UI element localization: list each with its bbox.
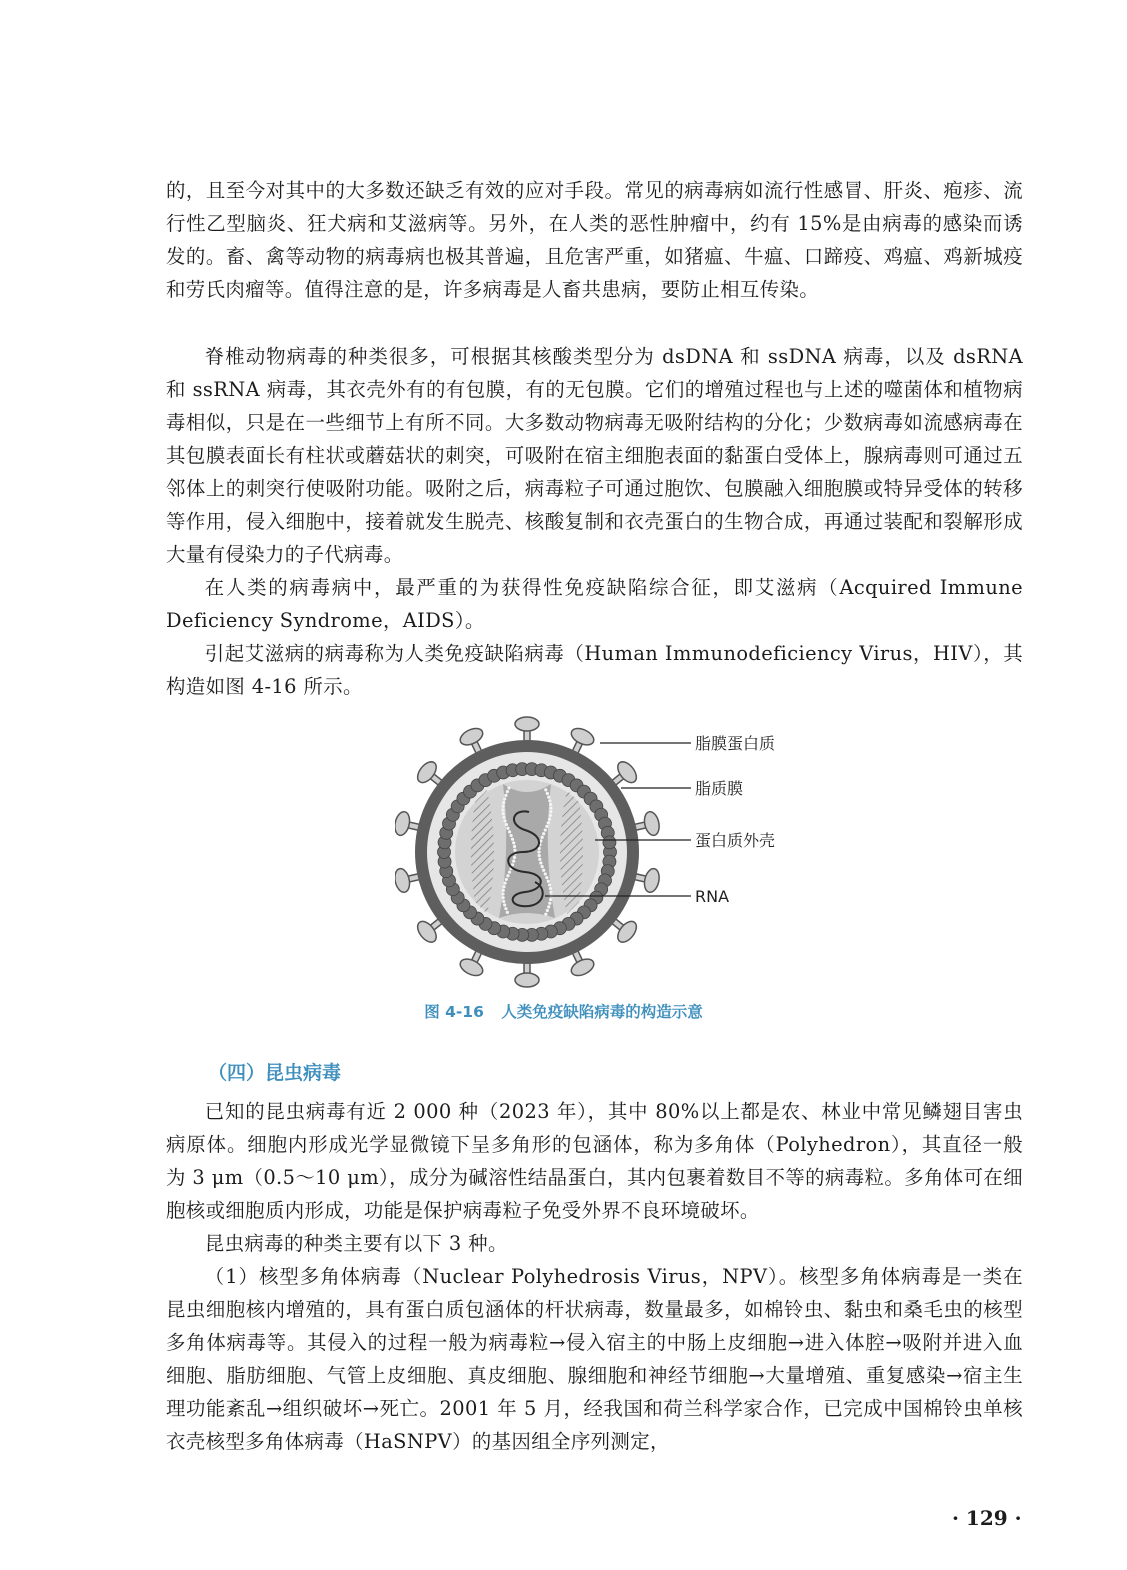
core-dot (545, 876, 548, 879)
paragraph-insect-virus-types: 昆虫病毒的种类主要有以下 3 种。 (204, 1232, 508, 1255)
core-dot (502, 812, 505, 815)
label-rna: RNA (695, 887, 730, 906)
core-dot (505, 823, 508, 826)
core-hatch-left (471, 790, 494, 914)
core-dot (544, 788, 547, 791)
core-dot (506, 874, 509, 877)
label-lipid-membrane-protein: 脂膜蛋白质 (695, 734, 776, 753)
core-dot (506, 911, 509, 914)
section-heading-insect-viruses: （四）昆虫病毒 (208, 1062, 342, 1084)
core-dot (506, 790, 509, 793)
core-dot (501, 808, 504, 811)
core-dot (548, 902, 551, 905)
core-dot (513, 845, 516, 848)
core-dot (504, 907, 507, 910)
core-dot (510, 834, 513, 837)
core-dot (503, 819, 506, 822)
core-dot (549, 898, 552, 901)
label-lipid-membrane: 脂质膜 (695, 779, 744, 798)
core-dot (548, 883, 551, 886)
core-dot (539, 861, 542, 864)
core-dot (545, 825, 548, 828)
core-dot (538, 854, 541, 857)
paragraph-insect-viruses: 已知的昆虫病毒有近 2 000 种（2023 年），其中 80%以上都是农、林业中常见鳞翅目害虫病原体。细胞内形成光学显微镜下呈多角形的包涵体，称为多角体（Polyhedron），其直径一般为 3 μm（0.5～10 μm），成分为碱溶性结晶蛋白，其内包裹着数目不等的病毒粒。多角体可在细胞核或细胞质内形成，功能是保护病毒粒子免受外界不良环境破坏。 (166, 1100, 1023, 1222)
capsid-bead (603, 836, 616, 849)
core-dot (502, 816, 505, 819)
core-dot (549, 807, 552, 810)
core-dot (504, 794, 507, 797)
core-dot (502, 801, 505, 804)
core-dot (541, 836, 544, 839)
core-dot (513, 856, 516, 859)
core-dot (542, 832, 545, 835)
core-dot (506, 827, 509, 830)
paragraph-aids: 在人类的病毒病中，最严重的为获得性免疫缺陷综合征，即艾滋病（Acquired Immune Deficiency Syndrome，AIDS）。 (166, 576, 1023, 632)
core-dot (546, 792, 549, 795)
core-dot (511, 838, 514, 841)
core-dot (502, 889, 505, 892)
core-dot (544, 913, 547, 916)
core-dot (544, 828, 547, 831)
core-dot (537, 850, 540, 853)
core-dot (549, 810, 552, 813)
label-protein-capsid: 蛋白质外壳 (695, 831, 776, 850)
paragraph-npv: （1）核型多角体病毒（Nuclear Polyhedrosis Virus，NPV）。核型多角体病毒是一类在昆虫细胞核内增殖的，具有蛋白质包涵体的杆状病毒，数量最多，如棉铃虫、黏虫和桑毛虫的核型多角体病毒等。其侵入的过程一般为病毒粒→侵入宿主的中肠上皮细胞→进入体腔→吸附并进入血细胞、脂肪细胞、气管上皮细胞、真皮细胞、腺细胞和神经节细胞→大量增殖、重复感染→宿主生理功能紊乱→组织破坏→死亡。2001 年 5 月，经我国和荷兰科学家合作，已完成中国棉铃虫单核衣壳核型多角体病毒（HaSNPV）的基因组全序列测定， (166, 1265, 1023, 1453)
core-dot (508, 871, 511, 874)
core-dot (549, 803, 552, 806)
core-dot (542, 869, 545, 872)
core-dot (547, 796, 550, 799)
core-dot (512, 841, 515, 844)
core-dot (502, 900, 505, 903)
core-dot (505, 878, 508, 881)
core-dot (549, 891, 552, 894)
figure-title: 人类免疫缺陷病毒的构造示意 (501, 1003, 703, 1021)
core-dot (541, 865, 544, 868)
hiv-structure-figure (395, 712, 815, 994)
core-dot (547, 880, 550, 883)
core-dot (508, 830, 511, 833)
membrane-spike (515, 962, 539, 987)
figure-number: 图 4-16 (424, 1003, 484, 1021)
core-dot (547, 905, 550, 908)
paragraph-vertebrate-viruses: 脊椎动物病毒的种类很多，可根据其核酸类型分为 dsDNA 和 ssDNA 病毒，以及 dsRNA 和 ssRNA 病毒，其衣壳外有的有包膜，有的无包膜。它们的增殖过程也与上述的噬菌体和植物病毒相似，只是在一些细节上有所不同。大多数动物病毒无吸附结构的分化；少数病毒如流感病毒在其包膜表面长有柱状或蘑菇状的刺突，可吸附在宿主细胞表面的黏蛋白受体上，腺病毒则可通过五邻体上的刺突行使吸附功能。吸附之后，病毒粒子可通过胞饮、包膜融入细胞膜或特异受体的转移等作用，侵入细胞中，接着就发生脱壳、核酸复制和衣壳蛋白的生物合成，再通过装配和裂解形成大量有侵染力的子代病毒。 (166, 345, 1023, 566)
core-dot (549, 814, 552, 817)
core-dot (546, 909, 549, 912)
core-dot (548, 799, 551, 802)
core-dot (503, 881, 506, 884)
core-dot (503, 797, 506, 800)
paragraph-hiv: 引起艾滋病的病毒称为人类免疫缺陷病毒（Human Immunodeficiency Virus，HIV），其构造如图 4-16 所示。 (166, 642, 1023, 698)
core-dot (502, 885, 505, 888)
core-dot (538, 858, 541, 861)
core-dot (501, 892, 504, 895)
page-number: · 129 · (952, 1506, 1022, 1530)
hiv-diagram (395, 712, 815, 994)
core-dot (507, 786, 510, 789)
paragraph-viral-diseases: 的，且至今对其中的大多数还缺乏有效的应对手段。常见的病毒病如流行性感冒、肝炎、疱疹、流行性乙型脑炎、狂犬病和艾滋病等。另外，在人类的恶性肿瘤中，约有 15%是由病毒的感染而诱发的。畜、禽等动物的病毒病也极其普遍，且危害严重，如猪瘟、牛瘟、口蹄疫、鸡瘟、鸡新城疫和劳氏肉瘤等。值得注意的是，许多病毒是人畜共患病，要防止相互传染。 (166, 179, 1023, 301)
core-dot (548, 817, 551, 820)
core-dot (547, 821, 550, 824)
core-dot (544, 872, 547, 875)
core-dot (503, 903, 506, 906)
membrane-spike (515, 717, 539, 742)
core-dot (502, 805, 505, 808)
core-dot (512, 860, 515, 863)
core-dot (549, 887, 552, 890)
core-dot (502, 896, 505, 899)
figure-caption (0, 1000, 1127, 1022)
core-dot (513, 849, 516, 852)
